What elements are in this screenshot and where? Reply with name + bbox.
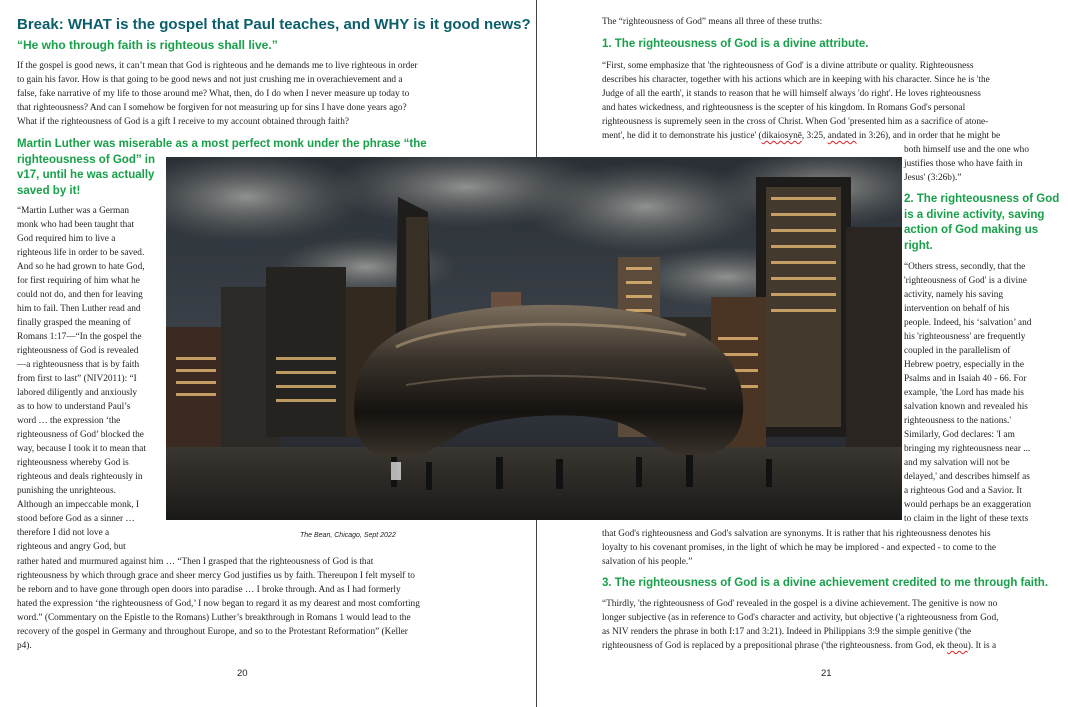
point2-continued bbox=[602, 527, 1057, 569]
text-line: activity, namely his saving bbox=[904, 290, 1004, 300]
text-line: Romans 1:17—“In the gospel the bbox=[17, 332, 142, 342]
heading-line: v17, until he was actually bbox=[17, 169, 155, 181]
text-line: would perhaps be an exaggeration bbox=[904, 500, 1032, 510]
point1-paragraph bbox=[602, 59, 1057, 143]
text-line: a righteous God and a Savior. It bbox=[904, 486, 1022, 496]
text-fragment: in 3:26), and in order that he might be bbox=[856, 131, 1001, 141]
luther-quote bbox=[17, 204, 165, 554]
text-line: be reborn and to have gone through open doors into paradise … I broke through. And as I had formerly bbox=[17, 585, 401, 595]
photo-caption: The Bean, Chicago, Sept 2022 bbox=[300, 532, 396, 539]
text-line: and my salvation will not be bbox=[904, 458, 1010, 468]
text-line: righteousness to the nations.' bbox=[904, 416, 1012, 426]
text-line: rather hated and murmured against him … “Then I grasped that the righteousness of God is that bbox=[17, 557, 374, 567]
heading-line: saved by it! bbox=[17, 184, 81, 197]
text-line: word.” (Commentary on the Epistle to the Romans) Luther’s breakthrough in Romans 1 would lead to the bbox=[17, 613, 411, 623]
text-line: people. Indeed, his ‘salvation’ and bbox=[904, 318, 1032, 328]
misspelled-word: theou bbox=[947, 641, 968, 651]
text-line: —a righteousness that is by faith bbox=[17, 360, 140, 370]
text-line: stood before God as a sinner … bbox=[17, 514, 135, 524]
text-line: to claim in the light of these texts bbox=[904, 514, 1029, 524]
right-intro: The “righteousness of God” means all three of these truths: bbox=[602, 17, 823, 27]
text-line: as NIV renders the phrase in both I:17 and 3:21). Indeed in Philippians 3:9 the simple genitive ('the bbox=[602, 627, 972, 637]
point1-continued bbox=[904, 143, 1054, 185]
heading-line: action of God making us bbox=[904, 224, 1039, 236]
text-line: Jesus' (3:26b).” bbox=[904, 173, 962, 183]
text-line: righteousness of God is revealed bbox=[17, 346, 139, 356]
text-line: righteousness whereby God is bbox=[17, 458, 129, 468]
page-number-right: 21 bbox=[821, 668, 832, 679]
page-subtitle: “He who through faith is righteous shall live.” bbox=[17, 38, 278, 52]
heading-line: righteousness of God” in bbox=[17, 153, 156, 166]
heading-line: 2. The righteousness of God bbox=[904, 193, 1060, 205]
text-line: What if the righteousness of God is a gift I receive to my account obtained through faith? bbox=[17, 117, 350, 127]
cloud-gate-illustration bbox=[166, 157, 902, 520]
text-line: Although an impeccable monk, I bbox=[17, 500, 140, 510]
text-line: righteousness is supremely seen in the cross of Christ. When God 'presented him as a sacrifice of atone- bbox=[602, 117, 989, 127]
text-line: Hebrew poetry, especially in the bbox=[904, 360, 1024, 370]
text-line: hated the expression ‘the righteousness of God,’ I now began to regard it as my dearest and most comforting bbox=[17, 599, 420, 609]
text-line: that God's righteousness and God's salvation are synonyms. It is rather that his righteousness denotes his bbox=[602, 529, 991, 539]
text-line: righteous and deals righteously in bbox=[17, 472, 143, 482]
text-fragment: , 3:25, bbox=[801, 131, 828, 141]
text-line: finally grasped the meaning of bbox=[17, 318, 131, 328]
text-line bbox=[602, 639, 1057, 653]
text-line: for first requiring of him what he bbox=[17, 276, 140, 286]
text-fragment: righteousness of God is replaced by a prepositional phrase ('the righteousness. from God, ek bbox=[602, 641, 948, 651]
text-line: Psalms and in Isaiah 40 - 66. For bbox=[904, 374, 1027, 384]
text-line: to gain his favor. How is that going to be good news and not just crushing me in overachievement and a bbox=[17, 75, 403, 85]
text-line: “Thirdly, 'the righteousness of God' revealed in the gospel is a divine achievement. The genitive is now no bbox=[602, 599, 998, 609]
misspelled-word: dikaiosynē bbox=[761, 131, 802, 141]
text-line: righteous and angry God, but bbox=[17, 542, 126, 552]
text-line: as to how to understand Paul’s bbox=[17, 402, 131, 412]
text-line: “Martin Luther was a German bbox=[17, 206, 130, 216]
text-line: describes his character, together with his actions which are in keeping with his character. Since he is 'the bbox=[602, 75, 990, 85]
page-number-left: 20 bbox=[237, 668, 248, 679]
point1-heading: 1. The righteousness of God is a divine attribute. bbox=[602, 38, 869, 50]
text-line: false, fake narrative of my life to those around me? What, then, do I do when I never measure up today to bbox=[17, 89, 410, 99]
text-line: him to fail. Then Luther read and bbox=[17, 304, 141, 314]
text-line: p4). bbox=[17, 641, 32, 651]
text-line: intervention on behalf of his bbox=[904, 304, 1010, 314]
text-line: righteous life in order to be saved. bbox=[17, 248, 145, 258]
point2-heading bbox=[904, 192, 1059, 254]
text-line bbox=[602, 129, 1057, 143]
point3-paragraph bbox=[602, 597, 1057, 653]
text-line: and hates wickedness, and righteousness is the scepter of his kingdom. In Romans God's personal bbox=[602, 103, 966, 113]
text-line: from first to last” (NIV2011): “I bbox=[17, 374, 137, 384]
intro-paragraph bbox=[17, 59, 487, 129]
page-title: Break: WHAT is the gospel that Paul teaches, and WHY is it good news? bbox=[17, 16, 531, 33]
text-line: bringing my righteousness near ... bbox=[904, 444, 1031, 454]
text-line: loyalty to his covenant promises, in the light of which he may be implored - and expected - to come to the bbox=[602, 543, 996, 553]
text-line: word … the expression ‘the bbox=[17, 416, 121, 426]
text-line: punishing the unrighteous. bbox=[17, 486, 116, 496]
text-line: example, 'the Lord has made his bbox=[904, 388, 1024, 398]
text-line: God required him to live a bbox=[17, 234, 116, 244]
misspelled-word: andated bbox=[827, 131, 857, 141]
text-line: “Others stress, secondly, that the bbox=[904, 262, 1026, 272]
text-line: could not do, and then for leaving bbox=[17, 290, 143, 300]
text-line: And so he had grown to hate God, bbox=[17, 262, 145, 272]
text-fragment: ). It is a bbox=[967, 641, 997, 651]
text-line: monk who had been taught that bbox=[17, 220, 134, 230]
cloud-gate-photo bbox=[166, 157, 902, 520]
point2-paragraph bbox=[904, 260, 1064, 526]
text-line: justifies those who have faith in bbox=[904, 159, 1023, 169]
heading-line: right. bbox=[904, 239, 933, 252]
text-line: both himself use and the one who bbox=[904, 145, 1029, 155]
text-line: his 'righteousness' are frequently bbox=[904, 332, 1026, 342]
text-line: labored diligently and anxiously bbox=[17, 388, 138, 398]
text-line: delayed,' and describes himself as bbox=[904, 472, 1030, 482]
text-line: coupled in the parallelism of bbox=[904, 346, 1011, 356]
text-line: Similarly, God declares: 'I am bbox=[904, 430, 1015, 440]
heading-line: is a divine activity, saving bbox=[904, 208, 1045, 221]
text-line: righteousness of God’ blocked the bbox=[17, 430, 144, 440]
text-line: “First, some emphasize that 'the righteousness of God' is a divine attribute or quality. Righteousness bbox=[602, 61, 974, 71]
text-line: therefore I did not love a bbox=[17, 528, 110, 538]
text-line: that righteousness? And can I somehow be forgiven for not measuring up for sins I have done years ago? bbox=[17, 103, 407, 113]
point3-heading: 3. The righteousness of God is a divine achievement credited to me through faith. bbox=[602, 577, 1049, 589]
text-line: Judge of all the earth', it stands to reason that he will himself always 'do right'. He loves righteousness bbox=[602, 89, 981, 99]
text-line: salvation known and revealed his bbox=[904, 402, 1028, 412]
luther-quote-continued bbox=[17, 555, 477, 653]
text-line: salvation of his people.” bbox=[602, 557, 693, 567]
text-fragment: ment', he did it to demonstrate his justice' ( bbox=[602, 131, 762, 141]
text-line: If the gospel is good news, it can’t mean that God is righteous and he demands me to live righteous in order bbox=[17, 61, 418, 71]
text-line: 'righteousness of God' is a divine bbox=[904, 276, 1027, 286]
text-line: longer subjective (as in reference to God's character and activity, but objective ('a righteousness from God, bbox=[602, 613, 999, 623]
text-line: righteousness by which through grace and sheer mercy God justifies us by faith. Thereupon I felt myself to bbox=[17, 571, 415, 581]
text-line: way, because I took it to mean that bbox=[17, 444, 146, 454]
heading-line: Martin Luther was miserable as a most perfect monk under the phrase “the bbox=[17, 138, 427, 150]
text-line: recovery of the gospel in Germany and throughout Europe, and so to the Protestant Reformation” (Keller bbox=[17, 627, 408, 637]
